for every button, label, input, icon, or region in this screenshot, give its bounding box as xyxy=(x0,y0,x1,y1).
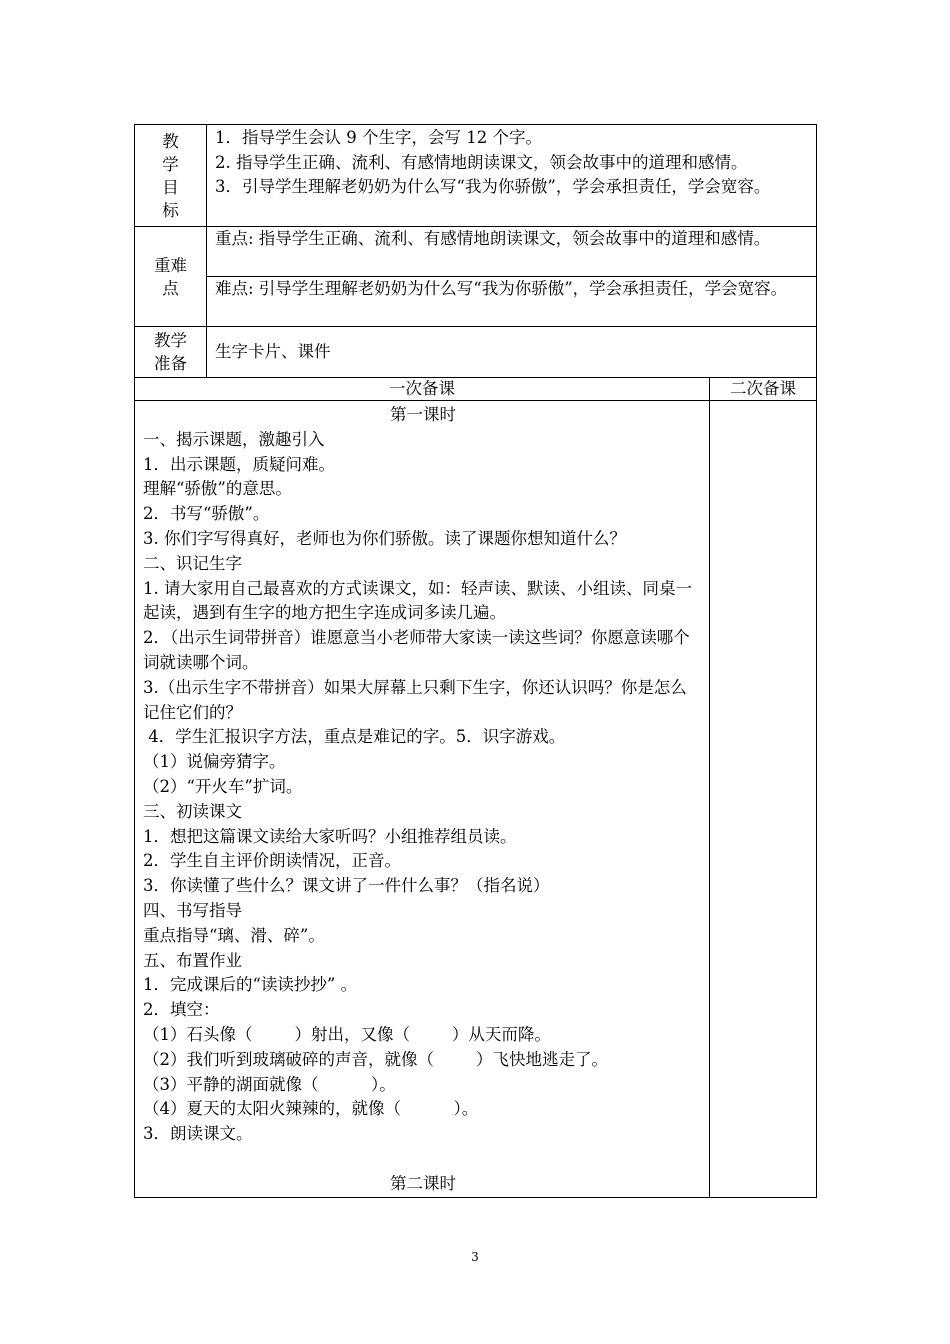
lesson-line: 三、初读课文 xyxy=(143,801,242,821)
blank-line xyxy=(143,1147,703,1172)
first-prep-content xyxy=(135,401,710,1198)
second-period-title: 第二课时 xyxy=(390,1173,456,1193)
lesson-line: （1）说偏旁猜字。 xyxy=(143,752,286,772)
lesson-line: （2）“开火车”扩词。 xyxy=(143,776,303,796)
lesson-line: 二、识记生字 xyxy=(143,553,242,573)
lesson-line: 理解“骄傲”的意思。 xyxy=(143,479,292,499)
preparation-label-line: 教学 xyxy=(154,331,187,350)
lesson-line: 3. 你们字写得真好，老师也为你们骄傲。读了课题你想知道什么？ xyxy=(143,528,626,548)
lesson-line: 2．书写“骄傲”。 xyxy=(143,504,270,524)
preparation-label xyxy=(135,327,207,378)
lesson-line: 1. 请大家用自己最喜欢的方式读课文，如：轻声读、默读、小组读、同桌一起读，遇到有生字的地方把生字连成词多读几遍。 xyxy=(143,578,692,623)
objectives-content xyxy=(207,125,817,227)
key-points-label-line: 重难 xyxy=(154,255,187,275)
lesson-line: 2．学生自主评价朗读情况，正音。 xyxy=(143,851,401,871)
page-number: 3 xyxy=(471,1250,479,1264)
lesson-line: （4）夏天的太阳火辣辣的，就像（ ）。 xyxy=(143,1099,479,1119)
difficulty-content: 难点: 引导学生理解老奶奶为什么写“我为你骄傲”，学会承担责任，学会宽容。 xyxy=(207,277,817,327)
objectives-label-char: 学 xyxy=(162,155,179,174)
lesson-line: 4．学生汇报识字方法，重点是难记的字。5．识字游戏。 xyxy=(143,727,566,747)
lesson-line: 3．朗读课文。 xyxy=(143,1124,253,1144)
lesson-line: （2）我们听到玻璃破碎的声音，就像（ ）飞快地逃走了。 xyxy=(143,1049,608,1069)
lesson-line: 3．你读懂了些什么？课文讲了一件什么事？（指名说） xyxy=(143,876,550,896)
objectives-row xyxy=(135,125,817,227)
lesson-plan-table xyxy=(134,124,817,1198)
key-points-label-line: 点 xyxy=(162,278,179,298)
lesson-body-row xyxy=(135,401,817,1198)
lesson-line: （3）平静的湖面就像（ ）。 xyxy=(143,1074,396,1094)
second-prep-content xyxy=(710,401,817,1198)
focus-row xyxy=(135,227,817,277)
lesson-line: 五、布置作业 xyxy=(143,950,242,970)
lesson-steps xyxy=(143,428,703,1147)
lesson-line: 1．出示课题，质疑问难。 xyxy=(143,454,335,474)
difficulty-row xyxy=(135,277,817,327)
lesson-line: 四、书写指导 xyxy=(143,900,242,920)
objective-item: 2. 指导学生正确、流利、有感情地朗读课文，领会故事中的道理和感情。 xyxy=(215,152,748,172)
objectives-label-char: 标 xyxy=(162,201,179,220)
lesson-line: 1．完成课后的“读读抄抄” 。 xyxy=(143,975,358,995)
focus-content: 重点: 指导学生正确、流利、有感情地朗读课文，领会故事中的道理和感情。 xyxy=(207,227,817,277)
first-prep-header: 一次备课 xyxy=(135,378,710,401)
key-points-label xyxy=(135,227,207,327)
objective-item: 3．引导学生理解老奶奶为什么写“我为你骄傲”，学会承担责任，学会宽容。 xyxy=(215,177,771,196)
objectives-label-char: 教 xyxy=(162,132,179,151)
objective-item: 1．指导学生会认 9 个生字，会写 12 个字。 xyxy=(215,128,542,147)
second-prep-header: 二次备课 xyxy=(710,378,817,401)
lesson-line: 3.（出示生字不带拼音）如果大屏幕上只剩下生字，你还认识吗？你是怎么记住它们的？ xyxy=(143,677,687,722)
preparation-row xyxy=(135,327,817,378)
lesson-line: 2．填空： xyxy=(143,1000,220,1020)
lesson-plan-page xyxy=(134,124,816,1198)
lesson-line: 2．（出示生词带拼音）谁愿意当小老师带大家读一读这些词？你愿意读哪个词就读哪个词。 xyxy=(143,628,690,672)
objectives-label xyxy=(135,125,207,227)
lesson-line: 重点指导“璃、滑、碎”。 xyxy=(143,925,325,945)
lesson-line: 1．想把这篇课文读给大家听吗？小组推荐组员读。 xyxy=(143,826,517,846)
lesson-line: （1）石头像（ ）射出，又像（ ）从天而降。 xyxy=(143,1024,551,1044)
preparation-label-line: 准备 xyxy=(154,354,187,373)
first-period-title: 第一课时 xyxy=(390,405,456,424)
lesson-line: 一、揭示课题，激趣引入 xyxy=(143,429,325,449)
objectives-label-char: 目 xyxy=(162,178,179,197)
prep-header-row xyxy=(135,378,817,401)
preparation-content: 生字卡片、课件 xyxy=(207,327,817,378)
